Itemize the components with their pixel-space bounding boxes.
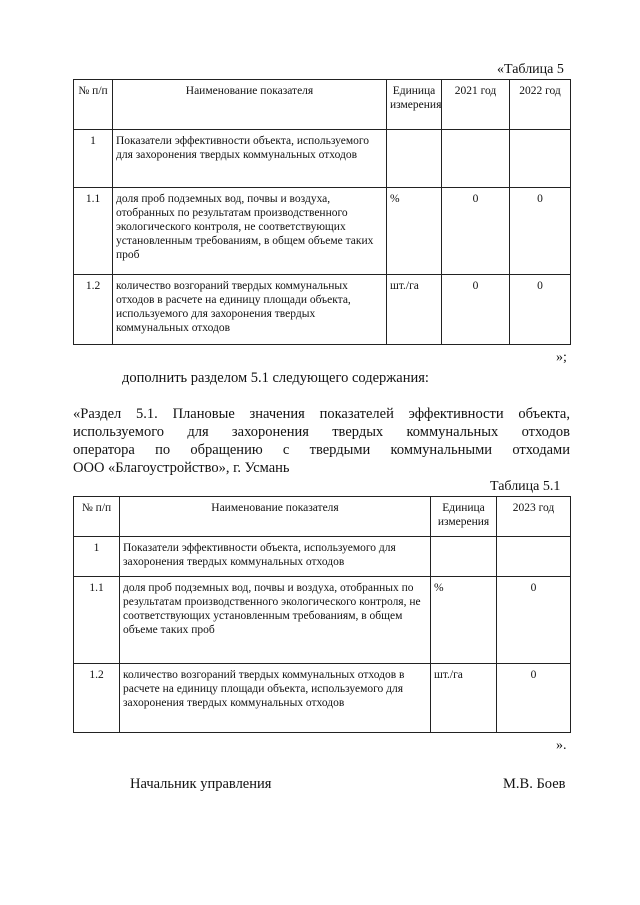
table5-header-unit: Единица измерения [387, 80, 442, 130]
row-num: 1.2 [74, 664, 120, 733]
table5-caption: «Таблица 5 [497, 62, 564, 77]
table51-header-name: Наименование показателя [120, 497, 431, 537]
row-value-2023: 0 [497, 577, 571, 664]
row-unit [387, 130, 442, 188]
table-row [74, 664, 571, 733]
table5-header-num: № п/п [74, 80, 113, 130]
row-value-2021: 0 [442, 188, 510, 275]
row-name: Показатели эффективности объекта, используемого для захоронения твердых коммунальных отходов [113, 130, 387, 188]
row-value-2022: 0 [510, 275, 571, 345]
table-row [74, 275, 571, 345]
table51-caption: Таблица 5.1 [490, 479, 561, 494]
row-unit: шт./га [431, 664, 497, 733]
table-row [74, 537, 571, 577]
table5-header-2021: 2021 год [442, 80, 510, 130]
signature-name: М.В. Боев [503, 776, 566, 792]
row-value-2021 [442, 130, 510, 188]
section-heading-line-1: «Раздел 5.1. Плановые значения показателей эффективности объекта, [73, 406, 570, 422]
table51 [73, 496, 571, 733]
table51-header-num: № п/п [74, 497, 120, 537]
table5-header-row [74, 80, 571, 130]
row-value-2023 [497, 537, 571, 577]
instruction-text: дополнить разделом 5.1 следующего содержания: [122, 370, 429, 386]
row-unit: % [387, 188, 442, 275]
row-name: доля проб подземных вод, почвы и воздуха, отобранных по результатам производственного экологического контроля, не соответствующих установленным требованиям, в общем объеме таких проб [113, 188, 387, 275]
table-row [74, 577, 571, 664]
row-value-2022 [510, 130, 571, 188]
row-num: 1.2 [74, 275, 113, 345]
table51-closing-quote: ». [556, 738, 567, 753]
row-unit: шт./га [387, 275, 442, 345]
table-row [74, 130, 571, 188]
section-heading-line-4: ООО «Благоустройство», г. Усмань [73, 460, 290, 476]
table51-header-unit: Единица измерения [431, 497, 497, 537]
table51-header-2023: 2023 год [497, 497, 571, 537]
section-heading-line-2: используемого для захоронения твердых коммунальных отходов [73, 424, 570, 440]
row-num: 1 [74, 130, 113, 188]
row-value-2023: 0 [497, 664, 571, 733]
row-unit: % [431, 577, 497, 664]
table5-header-2022: 2022 год [510, 80, 571, 130]
row-num: 1 [74, 537, 120, 577]
row-name: Показатели эффективности объекта, используемого для захоронения твердых коммунальных отходов [120, 537, 431, 577]
table5-closing-quote: »; [556, 350, 567, 365]
signature-position: Начальник управления [130, 776, 272, 792]
row-unit [431, 537, 497, 577]
table5-header-name: Наименование показателя [113, 80, 387, 130]
row-value-2021: 0 [442, 275, 510, 345]
table-row [74, 188, 571, 275]
row-name: количество возгораний твердых коммунальных отходов в расчете на единицу площади объекта, используемого для захоронения твердых коммунальных отходов [120, 664, 431, 733]
table51-header-row [74, 497, 571, 537]
row-name: доля проб подземных вод, почвы и воздуха, отобранных по результатам производственного экологического контроля, не соответствующих установленным требованиям, в общем объеме таких проб [120, 577, 431, 664]
row-num: 1.1 [74, 577, 120, 664]
row-name: количество возгораний твердых коммунальных отходов в расчете на единицу площади объекта, используемого для захоронения твердых коммунальных отходов [113, 275, 387, 345]
table5 [73, 79, 571, 345]
section-heading-line-3: оператора по обращению с твердыми коммунальными отходами [73, 442, 570, 458]
row-num: 1.1 [74, 188, 113, 275]
row-value-2022: 0 [510, 188, 571, 275]
